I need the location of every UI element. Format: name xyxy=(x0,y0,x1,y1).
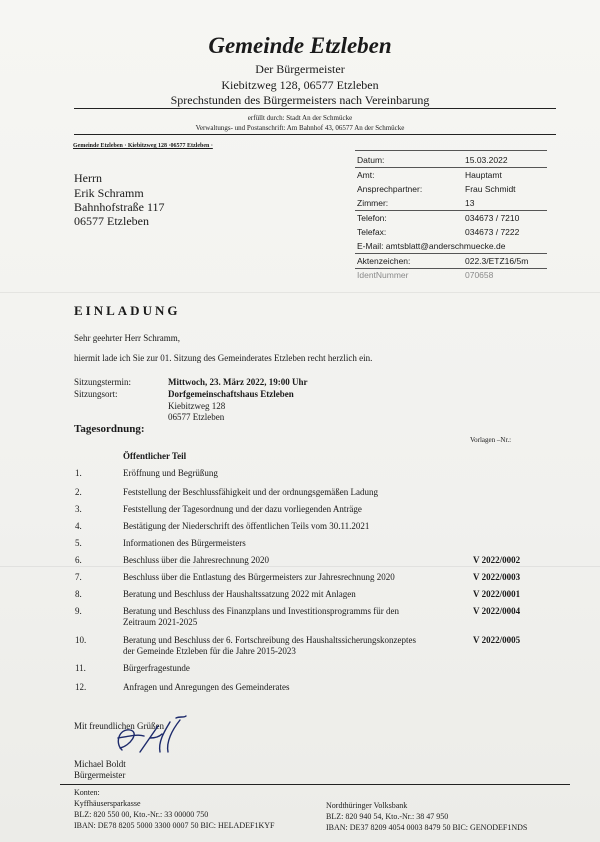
recipient-street: Bahnhofstraße 117 xyxy=(74,200,165,214)
sender-return-line: Gemeinde Etzleben · Kiebitzweg 128 ·06577 Etzleben · xyxy=(73,143,213,149)
meeting-date-label: Sitzungstermin: xyxy=(74,377,131,387)
footer-rule xyxy=(60,784,570,785)
info-row-room: Zimmer: 13 xyxy=(357,198,475,208)
fold-line xyxy=(0,566,600,567)
meeting-place-name: Dorfgemeinschaftshaus Etzleben xyxy=(168,389,294,399)
recipient-name: Erik Schramm xyxy=(74,186,144,200)
office-line: Der Bürgermeister xyxy=(255,62,345,76)
admin-address: Verwaltungs- und Postanschrift: Am Bahnhof 43, 06577 An der Schmücke xyxy=(195,124,405,132)
meeting-place-city: 06577 Etzleben xyxy=(168,412,225,422)
info-row-file-ref: Aktenzeichen: 022.3/ETZ16/5m xyxy=(357,256,529,266)
info-row-date: Datum: 15.03.2022 xyxy=(357,155,508,165)
info-row-phone: Telefon: 034673 / 7210 xyxy=(357,213,520,223)
letter-page: Gemeinde Etzleben Der Bürgermeister Kiebitzweg 128, 06577 Etzleben Sprechstunden des Bürgermeisters nach Vereinbarung erfüllt durch: Stadt An der Schmücke Verwaltungs- und Postanschrift: Am Bahnhof 43, 06577 An der Schmücke Gemeinde Etzleben · Kiebitzweg 128 ·06577 Etzleben · Herrn Erik Schramm Bahnhofstraße 117 06577 Etzleben Datum: 15.03.2022 Amt: Hauptamt Ansprechpartner: Frau Schmidt Zimmer: 13 Telefon: 034673 / 7210 Telefax: 034673 / 7222 E-Mail: amtsblatt@anderschmuecke.de Aktenzeichen: 022.3/ETZ16/5m IdentNummer 070658 EINLADUNG Sehr geehrter Herr Schramm, hiermit lade ich Sie zur 01. Sitzung des Gemeinderates Etzleben recht herzlich ein. Sitzungstermin: Mittwoch, 23. März 2022, 19:00 Uhr Sitzungsort: Dorfgemeinschaftshaus Etzleben Kiebitzweg 128 06577 Etzleben Tagesordnung: Vorlagen –Nr.: Öffentlicher Teil 1. Eröffnung und Begrüßung 2. Feststellung der Beschlussfähigkeit und der ordnungsgemäßen Ladung 3. Feststellung der Tagesordnung und der dazu vorliegenden Anträge 4. Bestätigung der Niederschrift des öffentlichen Teils vom 30.11.2021 5. Informationen des Bürgermeisters 6. Beschluss über die Jahresrechnung 2020 V 2022/0002 7. Beschluss über die Entlastung des Bürgermeisters zur Jahresrechnung 2020 V 2022/0003 8. Beratung und Beschluss der Haushaltssatzung 2022 mit Anlagen V 2022/0001 9. Beratung und Beschluss des Finanzplans und Investitionsprogramms für den Zeitraum 2021-2025 V 2022/0004 10. Beratung und Beschluss der 6. Fortschreibung des Haushaltssicherungskonzeptes der Gemeinde Etzleben für die Jahre 2015-2023 V 2022/0005 11. Bürgerfragestunde 12. Anfragen und Anregungen des Gemeinderates Mit freundlichen Grüßen Michael Boldt Bürgermeister Konten: Kyffhäusersparkasse BLZ: 820 550 00, Kto.-Nr.: 33 00000 750 IBAN: DE78 8205 5000 3300 0007 50 BIC: HELADEF1KYF Nordthüringer Volksbank BLZ: 820 940 54, Kto.-Nr.: 38 47 950 IBAN: DE37 8209 4054 0003 8479 50 BIC: GENODEF1NDS xyxy=(0,0,600,842)
info-row-contact: Ansprechpartner: Frau Schmidt xyxy=(357,184,516,194)
header-rule xyxy=(74,108,556,109)
closing-text: Mit freundlichen Grüßen xyxy=(74,721,164,731)
recipient-salutation: Herrn xyxy=(74,171,102,185)
greeting: Sehr geehrter Herr Schramm, xyxy=(74,333,180,343)
agenda-ref: V 2022/0001 xyxy=(473,589,521,599)
agenda-ref: V 2022/0005 xyxy=(473,635,521,645)
hours-line: Sprechstunden des Bürgermeisters nach Vereinbarung xyxy=(170,93,430,107)
agenda-ref: V 2022/0003 xyxy=(473,572,521,582)
info-row-ident: IdentNummer 070658 xyxy=(357,270,494,280)
meeting-date-value: Mittwoch, 23. März 2022, 19:00 Uhr xyxy=(168,377,308,387)
info-row-office: Amt: Hauptamt xyxy=(357,170,502,180)
agenda-ref: V 2022/0004 xyxy=(473,606,521,616)
bank2-name: Nordthüringer Volksbank xyxy=(326,801,408,810)
agenda-title: Tagesordnung: xyxy=(74,423,145,435)
bank2-blz: BLZ: 820 940 54, Kto.-Nr.: 38 47 950 xyxy=(326,812,449,821)
intro-text: hiermit lade ich Sie zur 01. Sitzung des Gemeinderates Etzleben recht herzlich ein. xyxy=(74,353,373,363)
fulfilled-by: erfüllt durch: Stadt An der Schmücke xyxy=(247,114,353,122)
address-line: Kiebitzweg 128, 06577 Etzleben xyxy=(221,78,379,92)
agenda-ref: V 2022/0002 xyxy=(473,555,521,565)
letter-heading: EINLADUNG xyxy=(74,303,181,318)
accounts-label: Konten: xyxy=(74,788,100,797)
recipient-city: 06577 Etzleben xyxy=(74,214,149,228)
bank1-iban: IBAN: DE78 8205 5000 3300 0007 50 BIC: HELADEF1KYF xyxy=(74,821,275,830)
fold-line xyxy=(0,292,600,293)
signer-name: Michael Boldt xyxy=(74,759,126,769)
agenda-ref-column: Vorlagen –Nr.: xyxy=(470,436,512,444)
meeting-place-label: Sitzungsort: xyxy=(74,389,118,399)
header-rule xyxy=(74,134,556,135)
bank1-name: Kyffhäusersparkasse xyxy=(74,799,141,808)
municipality-title: Gemeinde Etzleben xyxy=(208,33,392,58)
bank2-iban: IBAN: DE37 8209 4054 0003 8479 50 BIC: GENODEF1NDS xyxy=(326,823,528,832)
meeting-place-street: Kiebitzweg 128 xyxy=(168,401,226,411)
signer-title: Bürgermeister xyxy=(74,770,126,780)
info-row-fax: Telefax: 034673 / 7222 xyxy=(357,227,520,237)
info-block xyxy=(355,150,547,290)
signature-icon xyxy=(100,712,190,758)
public-part-heading: Öffentlicher Teil xyxy=(123,451,187,461)
bank1-blz: BLZ: 820 550 00, Kto.-Nr.: 33 00000 750 xyxy=(74,810,209,819)
handwritten-signature xyxy=(100,712,190,758)
info-row-email: E-Mail: amtsblatt@anderschmuecke.de xyxy=(357,241,506,251)
